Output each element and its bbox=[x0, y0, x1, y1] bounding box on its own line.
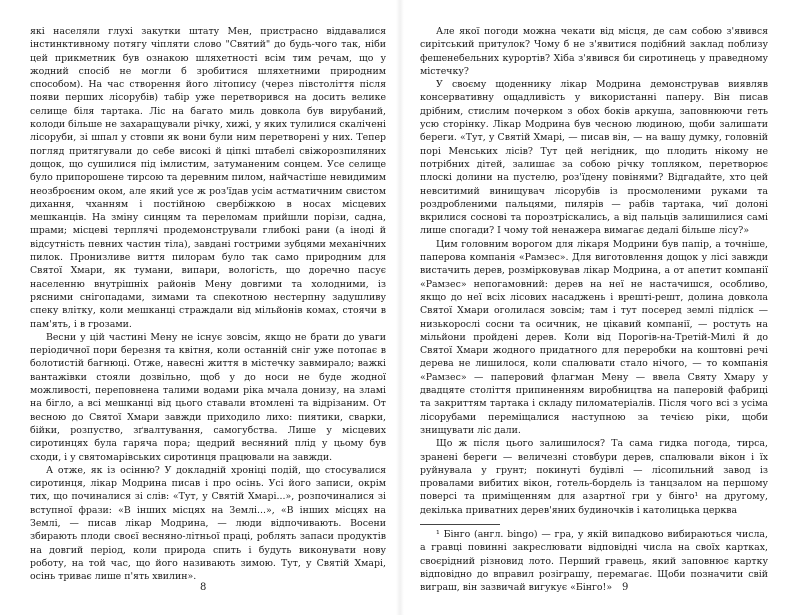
left-paragraph-2: Весни у цій частині Мену не існує зовсім, якщо не брати до уваги періодичної пори березня та квітня, коли останній сніг уже потопає в болотистій багнюці. Отже, навесні життя в містечку завмирало; важкі вантажівки стояли дозвільно, щоб у до носи не буде жодної можливості, переповнена талими водами ріка мчала донизу, на зламі на бігло, а всі мешканці від цього ставали втомлені та відрізаним. От весною до Святої Хмари завжди приходило лихо: пиятики, сварки, бійки, розпуство, зґвалтування, самогубства. Лише у місцевих сиротинцях була гаряча пора; щедрий весняний плід у цьому був сходи, і у святомарівських сиротинця працювали на завжди. bbox=[30, 331, 386, 463]
left-page-number: 8 bbox=[200, 582, 207, 593]
right-paragraph-1: Але якої погоди можна чекати від місця, де сам собою з'явився сирітський притулок? Чому б не з'явитися подібний заклад поблизу фешенебельних курортів? Хіба з'явився би сиротинець у праведному містечку? bbox=[420, 26, 768, 77]
right-paragraph-2: У своєму щоденнику лікар Модрина демонстрував виявляв консервативну ощадливість у використанні паперу. Він писав дрібним, стислим почерком з обох боків аркуша, заповнюючи геть усю сторінку. Лікар Модрина був чесною людиною, щоби залишати береги. «Тут, у Святій Хмарі, — писав він, — на вашу думку, головній порі Менських лісів? Тут цей негідник, що плодить нікому не потрібних дітей, залишає за собою річку топляком, перетворює плоскі долини на пустелю, роз'їдену повінями? Відгадайте, хто цей невситимий винищувач лісорубів із просмоленими руками та роздробленими пальцями, пилярів — рабів тартака, чиї долоні вкрилися соснові та порозтріскались, а від пальців залишилися самі лише спогади? І чому той ненажера вимагає дедалі більше лісу?» bbox=[420, 79, 768, 237]
right-page-number: 9 bbox=[622, 582, 629, 593]
right-paragraph-4: Що ж після цього залишилося? Та сама гидка погода, тирса, зранені береги — величезні стовбури дерев, спалювали вікон і їх руйнувала у грунт; покинуті будівлі — лісопильний завод із провалами вибитих вікон, готель-бордель із танцзалом на першому поверсі та приміщенням для азартної гри у бінго¹ на другому, декілька приватних дерев'яних будиночків і католицька церква bbox=[420, 438, 768, 516]
right-paragraph-3: Цим головним ворогом для лікаря Модрини був папір, а точніше, паперова компанія «Рамзес». Для виготовлення дощок у лісі завжди вистачить дерев, розмірковував лікар Модрина, а от апетит компанії «Рамзес» непогамовний: дерев на неї не настачишся, особливо, якщо до неї всіх лісових насаджень і врешті-решт, долина довкола Святої Хмари оголилася зовсім; там і тут посеред землі підліск — низькорослі сосни та осичник, не цікавий компанії, — ростуть на мільйони пройдені дерев. Коли від Порогів-на-Третій-Милі й до Святої Хмари жодного придатного для переробки на коштовні речі дерева не лишилося, коли спалювати стало нічого, — то компанія «Рамзес» — паперовий флагман Мену — ввела Святу Хмару у двадцяте століття припиненням виробництва на паперовій фабриці та закриттям тартака і складу пиломатеріалів. Після чого всі з усіма лісорубами переміщалися наступною за течією ріки, щоби знищувати ліс дали. bbox=[420, 238, 768, 436]
left-paragraph-3: А отже, як із осінню? У докладній хроніці подій, що стосувалися сиротинця, лікар Модрина писав і про осінь. Усі його записи, окрім тих, що починалися зі слів: «Тут, у Святій Хмарі...», розпочиналися зі вступної фрази: «В інших місцях на Землі...», «В інших місцях на Землі, — писав лікар Модрина, — люди відпочивають. Восени збирають плоди своєї весняно-літньої праці, роблять запаси продуктів на довгий період, коли природа спить і будуть виконувати нову роботу, на той час, що його називають зимою. Тут, у Святій Хмарі, осінь триває лише п'ять хвилин». bbox=[30, 464, 386, 583]
left-page-text bbox=[30, 25, 386, 583]
left-paragraph-1: які населяли глухі закутки штату Мен, пристрасно віддавалися інстинктивному потягу чіпляти слово "Святий" до будь-чого так, ніби цей прикметник був ознакою шляхетності всім тим речам, що у жодний спосіб не могли б зробитися шляхетними природним способом). На час створення його літопису (через півстоліття після появи перших лісорубів) табір уже перетворився на досить велике селище біля тартака. Ліс на багато миль довкола був вирубаний, колоди більше не захаращували річку, хижі, у яких тулилися скалічені лісоруби, зі шпал у стовпи як вони були ним перетворені у них. Тепер погляд притягували до себе високі й ціпкі штабелі свіжорозпиляних дощок, що сушилися під імлистим, затуманеним сонцем. Усе селище було припорошене тирсою та деревним пилом, найчастіше невидимим неозброєним оком, але який усе ж роз'їдав усім астматичним свистом дихання, чханням і постійною свербіжкою в носах місцевих мешканців. На зміну синцям та переломам прийшли порізи, садна, шрами; місцеві терплячі продемонстрували глибокі рани (а іноді й відсутність певних частин тіла), завдані гострими зубцями механічних пилок. Пронизливе виття пилорам було так само природним для Святої Хмари, як тумани, випари, вологість, що доречно пасує населенню внутрішніх районів Мену довгими та холодними, із рясними снігопадами, зимами та спекотною нестерпну задушливу спеку влітку, коли мешканці страждали від мільйонів комах, стоячи в пам'ять, і в грозами. bbox=[30, 26, 386, 330]
right-page bbox=[400, 0, 800, 615]
footnote-divider bbox=[420, 524, 500, 525]
right-page-text bbox=[420, 25, 768, 594]
footnote-bingo: ¹ Бінго (англ. bingo) — гра, у якій випадково вибираються числа, а гравці повинні закреслювати відповідні числа на своїх картках, своєрідний різновид лото. Перший гравець, який заповнює картку відповідно до вправил розіграшу, перемагає. Щоби позначити свій виграш, він зазвичай вигукує «Бінго!» bbox=[420, 528, 768, 594]
